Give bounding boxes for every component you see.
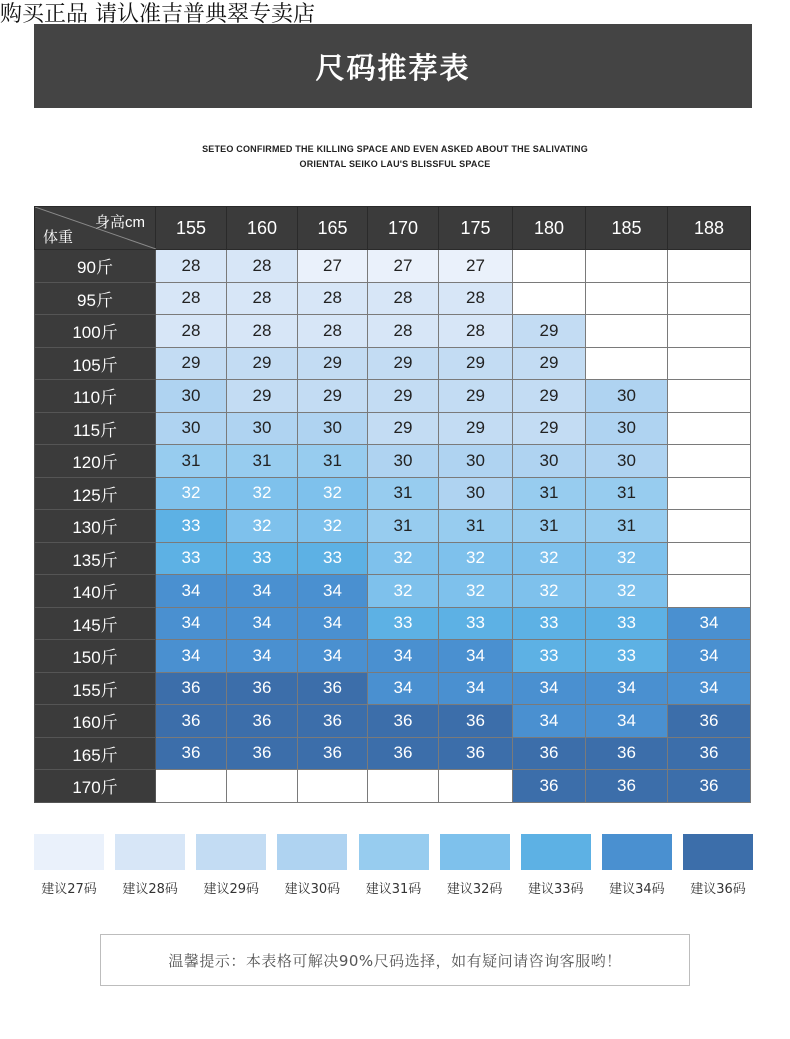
size-cell: 29 xyxy=(513,380,586,413)
store-authenticity-note: 购买正品 请认准吉普典翠专卖店 xyxy=(0,2,315,27)
size-cell: 28 xyxy=(298,315,368,348)
size-cell: 31 xyxy=(368,510,439,543)
size-cell: 32 xyxy=(368,542,439,575)
table-header-row xyxy=(35,207,751,250)
table-row xyxy=(35,445,751,478)
size-cell: 31 xyxy=(586,477,668,510)
legend-label: 建议34码 xyxy=(609,882,665,897)
size-cell: 29 xyxy=(368,347,439,380)
size-cell: 34 xyxy=(156,640,227,673)
size-cell: 30 xyxy=(156,412,227,445)
size-cell: 32 xyxy=(227,477,298,510)
height-header-cell: 170 xyxy=(368,207,439,250)
empty-cell xyxy=(586,315,668,348)
empty-cell xyxy=(668,315,751,348)
size-cell: 29 xyxy=(513,347,586,380)
size-cell: 33 xyxy=(227,542,298,575)
size-cell: 28 xyxy=(439,282,513,315)
size-cell: 29 xyxy=(227,347,298,380)
weight-row-header: 140斤 xyxy=(35,575,156,608)
size-cell: 29 xyxy=(439,347,513,380)
height-header-cell: 155 xyxy=(156,207,227,250)
legend-swatch xyxy=(34,834,104,870)
size-cell: 30 xyxy=(513,445,586,478)
size-cell: 33 xyxy=(156,542,227,575)
size-cell: 36 xyxy=(668,737,751,770)
legend-label: 建议27码 xyxy=(41,882,97,897)
size-cell: 32 xyxy=(439,542,513,575)
weight-row-header: 145斤 xyxy=(35,607,156,640)
empty-cell xyxy=(668,477,751,510)
size-cell: 29 xyxy=(298,380,368,413)
legend-item xyxy=(34,834,104,897)
table-row xyxy=(35,477,751,510)
legend-item xyxy=(196,834,266,897)
subtitle xyxy=(0,142,790,172)
size-cell: 29 xyxy=(227,380,298,413)
size-cell: 34 xyxy=(668,640,751,673)
size-cell: 34 xyxy=(298,607,368,640)
size-cell: 31 xyxy=(439,510,513,543)
legend-label: 建议36码 xyxy=(690,882,746,897)
legend-item xyxy=(521,834,591,897)
size-cell: 28 xyxy=(227,315,298,348)
size-cell: 29 xyxy=(439,412,513,445)
empty-cell xyxy=(668,412,751,445)
size-cell: 30 xyxy=(586,380,668,413)
size-cell: 36 xyxy=(439,705,513,738)
size-cell: 36 xyxy=(156,737,227,770)
height-header-cell: 160 xyxy=(227,207,298,250)
weight-row-header: 115斤 xyxy=(35,412,156,445)
size-cell: 32 xyxy=(156,477,227,510)
legend-item xyxy=(602,834,672,897)
size-cell: 32 xyxy=(586,542,668,575)
weight-row-header: 150斤 xyxy=(35,640,156,673)
size-cell: 28 xyxy=(298,282,368,315)
size-cell: 28 xyxy=(439,315,513,348)
legend-label: 建议31码 xyxy=(365,882,422,897)
empty-cell xyxy=(586,282,668,315)
size-cell: 29 xyxy=(513,315,586,348)
empty-cell xyxy=(668,542,751,575)
size-cell: 27 xyxy=(368,250,439,283)
size-cell: 28 xyxy=(227,282,298,315)
weight-row-header: 165斤 xyxy=(35,737,156,770)
size-cell: 29 xyxy=(368,380,439,413)
weight-row-header: 130斤 xyxy=(35,510,156,543)
table-row xyxy=(35,672,751,705)
weight-row-header: 170斤 xyxy=(35,770,156,803)
empty-cell xyxy=(668,282,751,315)
size-cell: 32 xyxy=(298,477,368,510)
size-cell: 34 xyxy=(439,672,513,705)
legend-swatch xyxy=(277,834,347,870)
page-title: 尺码推荐表 xyxy=(315,50,471,85)
size-cell: 34 xyxy=(298,575,368,608)
size-cell: 36 xyxy=(298,737,368,770)
size-cell: 36 xyxy=(227,672,298,705)
size-cell: 36 xyxy=(156,705,227,738)
size-cell: 34 xyxy=(586,705,668,738)
size-cell: 28 xyxy=(156,250,227,283)
legend-label: 建议28码 xyxy=(122,882,178,897)
legend-swatch xyxy=(115,834,185,870)
size-cell: 36 xyxy=(368,737,439,770)
size-cell: 30 xyxy=(227,412,298,445)
size-cell: 36 xyxy=(368,705,439,738)
table-row xyxy=(35,412,751,445)
size-cell: 30 xyxy=(439,477,513,510)
size-cell: 31 xyxy=(586,510,668,543)
empty-cell xyxy=(227,770,298,803)
weight-axis-label: 体重 xyxy=(43,229,74,246)
size-cell: 33 xyxy=(586,640,668,673)
size-cell: 36 xyxy=(513,737,586,770)
weight-row-header: 110斤 xyxy=(35,380,156,413)
size-cell: 36 xyxy=(227,737,298,770)
legend-item xyxy=(359,834,429,897)
size-cell: 28 xyxy=(227,250,298,283)
size-cell: 33 xyxy=(586,607,668,640)
size-cell: 32 xyxy=(298,510,368,543)
size-cell: 36 xyxy=(668,705,751,738)
table-row xyxy=(35,250,751,283)
legend-swatch xyxy=(359,834,429,870)
table-row xyxy=(35,770,751,803)
empty-cell xyxy=(668,510,751,543)
size-cell: 32 xyxy=(513,575,586,608)
weight-row-header: 125斤 xyxy=(35,477,156,510)
size-cell: 36 xyxy=(298,672,368,705)
empty-cell xyxy=(668,575,751,608)
legend-item xyxy=(440,834,510,897)
size-cell: 29 xyxy=(156,347,227,380)
legend-swatch xyxy=(440,834,510,870)
size-cell: 36 xyxy=(156,672,227,705)
table-row xyxy=(35,542,751,575)
size-cell: 36 xyxy=(668,770,751,803)
weight-row-header: 120斤 xyxy=(35,445,156,478)
legend-swatch xyxy=(196,834,266,870)
size-cell: 31 xyxy=(513,510,586,543)
size-cell: 31 xyxy=(227,445,298,478)
size-cell: 29 xyxy=(368,412,439,445)
subtitle-line-1: SETEO CONFIRMED THE KILLING SPACE AND EVEN ASKED ABOUT THE SALIVATING xyxy=(202,144,588,154)
size-cell: 30 xyxy=(298,412,368,445)
size-cell: 34 xyxy=(156,607,227,640)
empty-cell xyxy=(298,770,368,803)
table-row xyxy=(35,737,751,770)
weight-row-header: 135斤 xyxy=(35,542,156,575)
size-cell: 30 xyxy=(368,445,439,478)
subtitle-line-2: ORIENTAL SEIKO LAU'S BLISSFUL SPACE xyxy=(299,159,491,169)
size-cell: 34 xyxy=(156,575,227,608)
size-cell: 32 xyxy=(586,575,668,608)
height-header-cell: 188 xyxy=(668,207,751,250)
size-cell: 34 xyxy=(368,672,439,705)
size-cell: 28 xyxy=(368,282,439,315)
weight-row-header: 95斤 xyxy=(35,282,156,315)
size-cell: 31 xyxy=(513,477,586,510)
height-header-cell: 175 xyxy=(439,207,513,250)
height-header-cell: 165 xyxy=(298,207,368,250)
empty-cell xyxy=(156,770,227,803)
table-row xyxy=(35,380,751,413)
legend-swatch xyxy=(683,834,753,870)
empty-cell xyxy=(668,250,751,283)
size-cell: 28 xyxy=(368,315,439,348)
empty-cell xyxy=(513,282,586,315)
table-corner-header xyxy=(35,207,156,250)
size-cell: 31 xyxy=(368,477,439,510)
size-cell: 29 xyxy=(439,380,513,413)
size-cell: 34 xyxy=(668,607,751,640)
weight-row-header: 90斤 xyxy=(35,250,156,283)
table-row xyxy=(35,347,751,380)
legend-item xyxy=(683,834,753,897)
weight-row-header: 155斤 xyxy=(35,672,156,705)
table-row xyxy=(35,640,751,673)
table-row xyxy=(35,607,751,640)
size-cell: 28 xyxy=(156,282,227,315)
tip-box xyxy=(100,934,690,986)
size-cell: 31 xyxy=(298,445,368,478)
empty-cell xyxy=(439,770,513,803)
table-row xyxy=(35,575,751,608)
height-header-cell: 185 xyxy=(586,207,668,250)
size-cell: 33 xyxy=(298,542,368,575)
legend-swatch xyxy=(521,834,591,870)
size-cell: 29 xyxy=(513,412,586,445)
legend-item xyxy=(277,834,347,897)
size-cell: 27 xyxy=(298,250,368,283)
size-cell: 36 xyxy=(586,770,668,803)
legend-label: 建议30码 xyxy=(284,882,341,897)
size-cell: 34 xyxy=(439,640,513,673)
size-cell: 34 xyxy=(586,672,668,705)
size-cell: 34 xyxy=(227,607,298,640)
size-cell: 34 xyxy=(227,575,298,608)
tip-text: 温馨提示：本表格可解决90%尺码选择，如有疑问请咨询客服哟！ xyxy=(168,951,622,970)
size-cell: 27 xyxy=(439,250,513,283)
weight-row-header: 105斤 xyxy=(35,347,156,380)
table-row xyxy=(35,510,751,543)
table-body xyxy=(35,250,751,803)
size-cell: 31 xyxy=(156,445,227,478)
legend-item xyxy=(115,834,185,897)
size-cell: 36 xyxy=(298,705,368,738)
height-header-cell: 180 xyxy=(513,207,586,250)
size-cell: 32 xyxy=(513,542,586,575)
size-cell: 34 xyxy=(227,640,298,673)
size-cell: 34 xyxy=(513,672,586,705)
size-cell: 32 xyxy=(368,575,439,608)
table-row xyxy=(35,282,751,315)
size-cell: 33 xyxy=(513,607,586,640)
size-cell: 30 xyxy=(586,445,668,478)
size-cell: 32 xyxy=(227,510,298,543)
size-color-legend xyxy=(34,834,753,897)
legend-swatch xyxy=(602,834,672,870)
size-cell: 34 xyxy=(513,705,586,738)
size-cell: 36 xyxy=(513,770,586,803)
size-cell: 28 xyxy=(156,315,227,348)
size-cell: 29 xyxy=(298,347,368,380)
size-cell: 33 xyxy=(513,640,586,673)
empty-cell xyxy=(668,347,751,380)
size-cell: 30 xyxy=(586,412,668,445)
height-axis-label: 身高cm xyxy=(95,214,145,231)
size-cell: 34 xyxy=(298,640,368,673)
empty-cell xyxy=(513,250,586,283)
size-cell: 36 xyxy=(586,737,668,770)
size-cell: 34 xyxy=(668,672,751,705)
size-cell: 34 xyxy=(368,640,439,673)
size-cell: 36 xyxy=(439,737,513,770)
empty-cell xyxy=(668,445,751,478)
title-banner xyxy=(34,24,752,108)
size-cell: 36 xyxy=(227,705,298,738)
legend-label: 建议32码 xyxy=(446,882,503,897)
weight-row-header: 160斤 xyxy=(35,705,156,738)
table-row xyxy=(35,705,751,738)
size-cell: 33 xyxy=(156,510,227,543)
table-row xyxy=(35,315,751,348)
empty-cell xyxy=(586,250,668,283)
size-table xyxy=(34,206,751,803)
size-cell: 33 xyxy=(368,607,439,640)
size-cell: 30 xyxy=(439,445,513,478)
empty-cell xyxy=(668,380,751,413)
weight-row-header: 100斤 xyxy=(35,315,156,348)
size-cell: 30 xyxy=(156,380,227,413)
legend-label: 建议29码 xyxy=(203,882,260,897)
size-cell: 32 xyxy=(439,575,513,608)
legend-label: 建议33码 xyxy=(527,882,584,897)
empty-cell xyxy=(586,347,668,380)
empty-cell xyxy=(368,770,439,803)
size-cell: 33 xyxy=(439,607,513,640)
